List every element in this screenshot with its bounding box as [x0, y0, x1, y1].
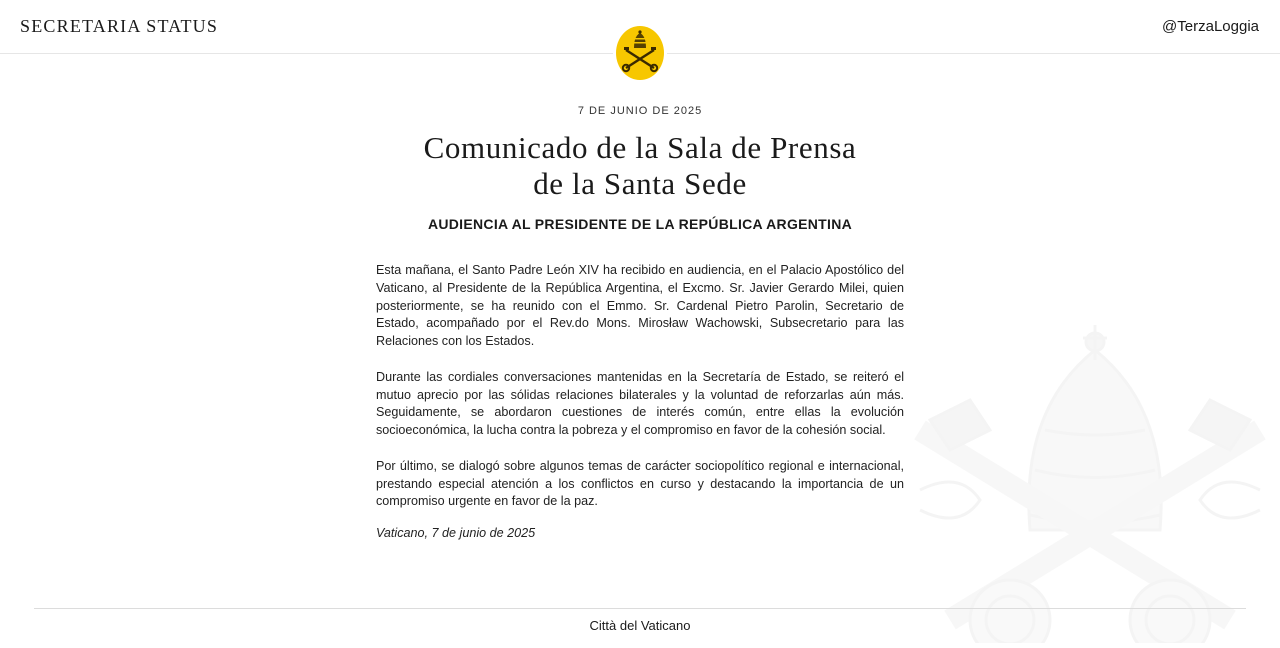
paragraph-1: Esta mañana, el Santo Padre León XIV ha recibido en audiencia, en el Palacio Apostólico del Vaticano, al Presidente de la República Argentina, el Excmo. Sr. Javier Gerardo Milei, quien posteriormente, se ha reunido con el Emmo. Sr. Cardenal Pietro Parolin, Secretario de Estado, acompañado por el Rev.do Mons. Mirosław Wachowski, Subsecretario para las Relaciones con los Estados. [376, 263, 904, 349]
paragraph-2: Durante las cordiales conversaciones mantenidas en la Secretaría de Estado, se reiteró el mutuo aprecio por las sólidas relaciones bilaterales y la voluntad de reforzarlas aún más. Seguidamente, se abordaron cuestiones de interés común, entre ellas la evolución socioeconómica, la lucha contra la pobreza y el compromiso en favor de la cohesión social. [376, 369, 904, 438]
footer-divider [34, 608, 1246, 609]
title-line-2: de la Santa Sede [533, 166, 747, 201]
page-title [336, 130, 944, 202]
article-body [376, 262, 904, 561]
title-line-1: Comunicado de la Sala de Prensa [423, 130, 857, 165]
papal-coat-of-arms-icon[interactable] [613, 24, 667, 82]
site-brand[interactable]: SECRETARIA STATUS [20, 16, 219, 36]
signoff: Vaticano, 7 de junio de 2025 [376, 525, 536, 540]
social-handle-link[interactable]: @TerzaLoggia [1162, 18, 1259, 35]
publication-date: 7 DE JUNIO DE 2025 [577, 105, 703, 117]
article-subtitle: AUDIENCIA AL PRESIDENTE DE LA REPÚBLICA ARGENTINA [427, 216, 853, 232]
footer-location: Città del Vaticano [589, 618, 691, 633]
paragraph-3: Por último, se dialogó sobre algunos temas de carácter sociopolítico regional e internacional, prestando especial atención a los conflictos en curso y destacando la importancia de un compromiso urgente en favor de la paz. [376, 458, 904, 509]
papal-tiara-keys-watermark-icon [900, 320, 1280, 643]
